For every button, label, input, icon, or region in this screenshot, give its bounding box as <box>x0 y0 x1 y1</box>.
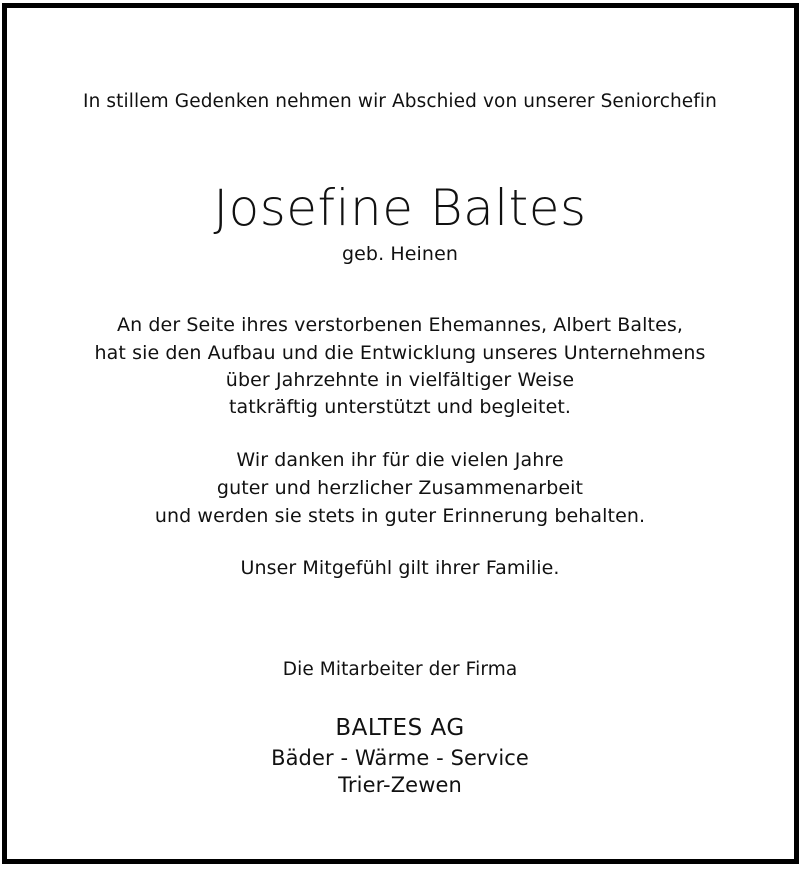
maiden-name: geb. Heinen <box>341 243 459 265</box>
deceased-name: Josefine Baltes <box>213 179 587 237</box>
paragraph2-line1: Wir danken ihr für die vielen Jahre <box>236 449 564 471</box>
company-name: BALTES AG <box>335 715 465 741</box>
paragraph2-line2: guter und herzlicher Zusammenarbeit <box>216 477 584 499</box>
paragraph1-line4: tatkräftig unterstützt und begleitet. <box>228 396 572 418</box>
paragraph1-line1: An der Seite ihres verstorbenen Ehemannes, Albert Baltes, <box>116 314 684 336</box>
company-location: Trier-Zewen <box>338 773 462 797</box>
signature-from: Die Mitarbeiter der Firma <box>282 659 518 680</box>
paragraph1-line2: hat sie den Aufbau und die Entwicklung unseres Unternehmens <box>94 342 706 364</box>
paragraph1-line3: über Jahrzehnte in vielfältiger Weise <box>225 369 575 391</box>
condolence-text: Unser Mitgefühl gilt ihrer Familie. <box>240 557 560 579</box>
paragraph2-line3: und werden sie stets in guter Erinnerung behalten. <box>154 505 646 527</box>
company-services: Bäder - Wärme - Service <box>271 746 529 770</box>
intro-text: In stillem Gedenken nehmen wir Abschied von unserer Seniorchefin <box>83 91 717 112</box>
